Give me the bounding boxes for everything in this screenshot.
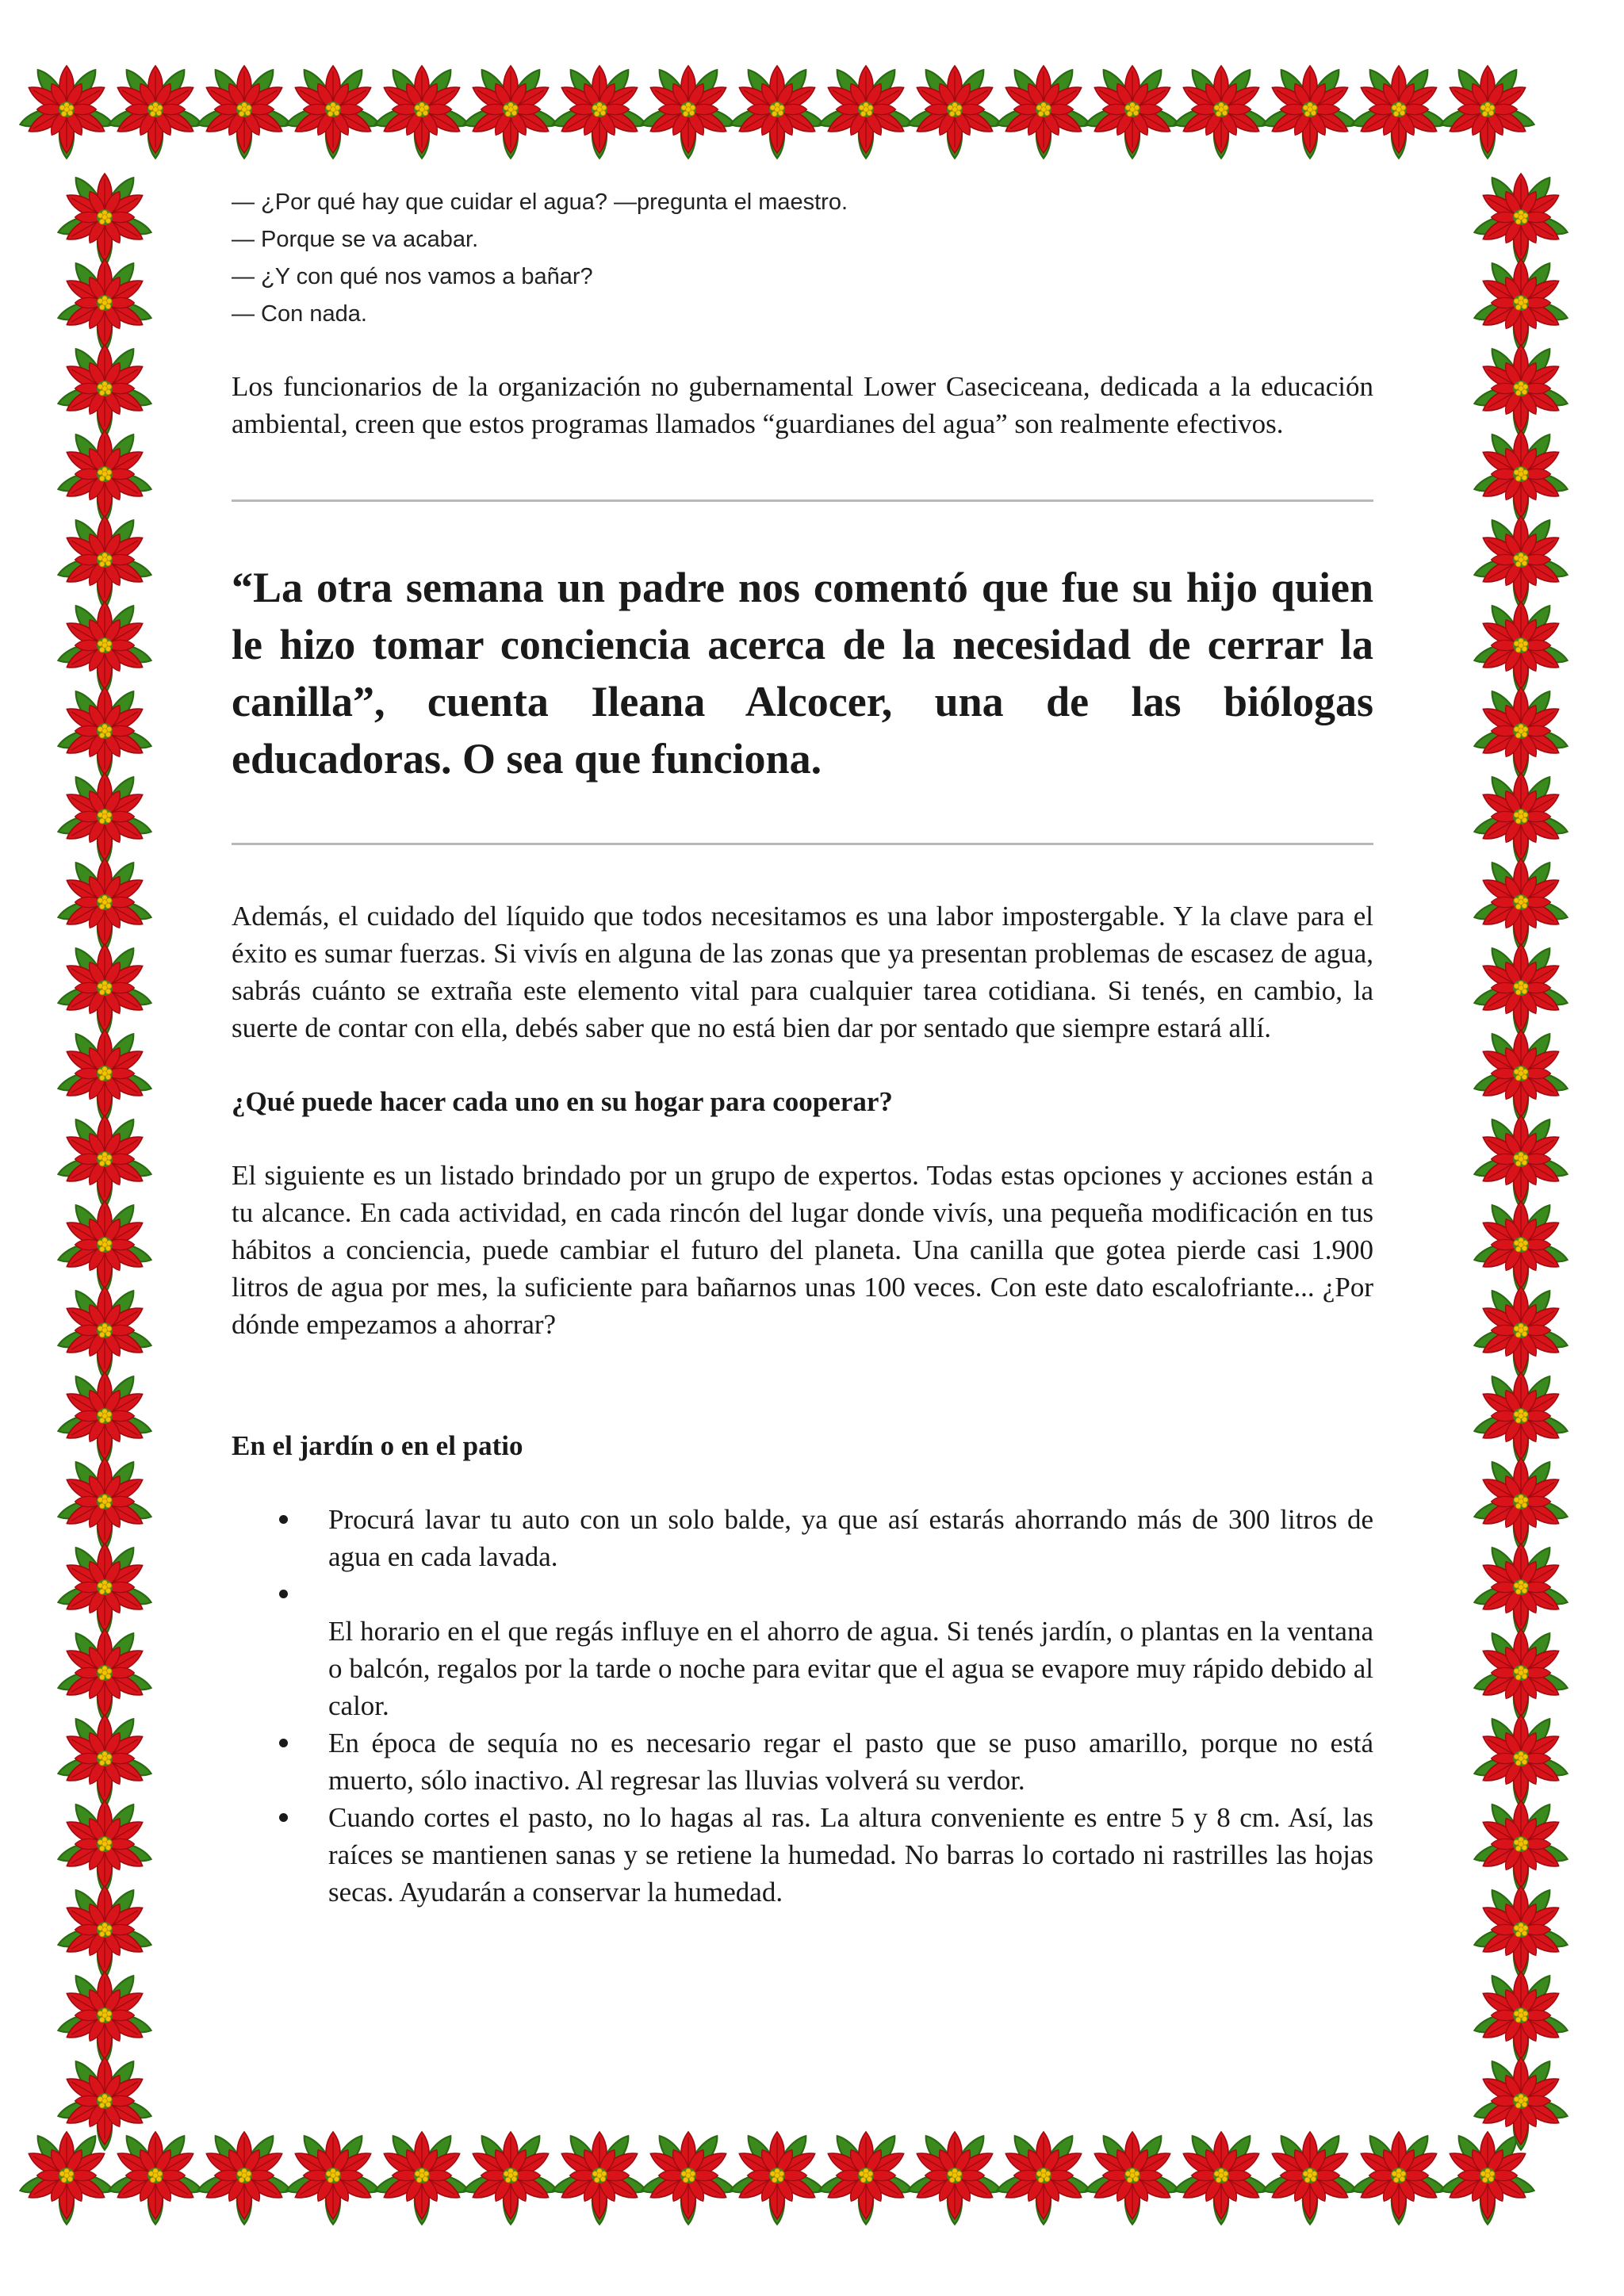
dialogue [232, 184, 1373, 333]
list-item-text: El horario en el que regás influye en el ahorro de agua. Si tenés jardín, o plantas en la ventana o balcón, regalos por la tarde o noche para evitar que el agua se evapore muy rápido debido al calor. [328, 1616, 1373, 1721]
bullet-icon [279, 1739, 288, 1747]
border-bottom [0, 2120, 1624, 2231]
section-heading: ¿Qué puede hacer cada uno en su hogar para cooperar? [232, 1086, 893, 1117]
divider-top [232, 499, 1373, 502]
dialogue-line: — ¿Y con qué nos vamos a bañar? [232, 264, 593, 289]
list-item-text: Procurá lavar tu auto con un solo balde, ya que así estarás ahorrando más de 300 litros de agua en cada lavada. [328, 1504, 1373, 1572]
tips-list [232, 1501, 1373, 1911]
bullet-icon [279, 1515, 288, 1524]
bullet-icon [279, 1590, 288, 1598]
list-item-empty [328, 1575, 1373, 1613]
list-item-text: En época de sequía no es necesario regar el pasto que se puso amarillo, porque no está muerto, sólo inactivo. Al regresar las lluvias volverá su verdor. [328, 1728, 1373, 1796]
list-item [232, 1501, 1373, 1575]
article-body [232, 184, 1373, 1911]
dialogue-line: — Porque se va acabar. [232, 227, 479, 252]
section-heading: En el jardín o en el patio [232, 1430, 523, 1461]
divider-bottom [232, 843, 1373, 845]
poinsettia-icon [1473, 2049, 1568, 2153]
list-item [232, 1724, 1373, 1799]
border-left [57, 54, 152, 2231]
list-item [232, 1799, 1373, 1911]
dialogue-line: — ¿Por qué hay que cuidar el agua? —pregunta el maestro. [232, 189, 848, 215]
poinsettia-icon [57, 2049, 152, 2153]
body-paragraph: El siguiente es un listado brindado por un grupo de expertos. Todas estas opciones y acciones están a tu alcance. En cada actividad, en cada rincón del lugar donde vivís, una pequeña modificación en tus hábitos a conciencia, puede cambiar el futuro del planeta. Una canilla que gotea pierde casi 1.900 litros de agua por mes, la suficiente para bañarnos unas 100 veces. Con este dato escalofriante... ¿Por dónde empezamos a ahorrar? [232, 1160, 1373, 1340]
border-top [0, 54, 1624, 165]
dialogue-line: — Con nada. [232, 301, 367, 327]
list-item [232, 1575, 1373, 1724]
body-paragraph: Además, el cuidado del líquido que todos necesitamos es una labor impostergable. Y la clave para el éxito es sumar fuerzas. Si vivís en alguna de las zonas que ya presentan problemas de escasez de agua, sabrás cuánto se extraña este elemento vital para cualquier tarea cotidiana. Si tenés, en cambio, la suerte de contar con ella, debés saber que no está bien dar por sentado que siempre estará allí. [232, 901, 1373, 1043]
border-right [1473, 54, 1568, 2231]
intro-paragraph: Los funcionarios de la organización no gubernamental Lower Caseciceana, dedicada a la educación ambiental, creen que estos programas llamados “guardianes del agua” son realmente efectivos. [232, 371, 1373, 439]
pull-quote: “La otra semana un padre nos comentó que fue su hijo quien le hizo tomar conciencia acerca de la necesidad de cerrar la canilla”, cuenta Ileana Alcocer, una de las biólogas educadoras. O sea que funciona. [232, 564, 1373, 783]
bullet-icon [279, 1813, 288, 1822]
list-item-text: Cuando cortes el pasto, no lo hagas al ras. La altura conveniente es entre 5 y 8 cm. Así, las raíces se mantienen sanas y se retiene la humedad. No barras lo cortado ni rastrilles las hojas secas. Ayudarán a conservar la humedad. [328, 1802, 1373, 1908]
